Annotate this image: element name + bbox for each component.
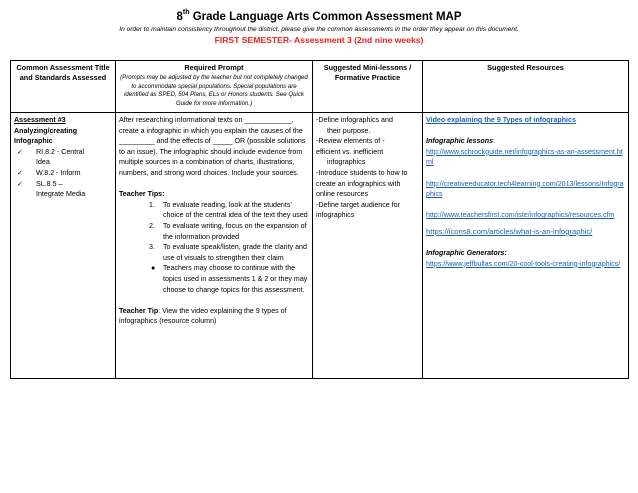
assessment-cell <box>11 113 116 379</box>
assessment-name: Analyzing/creating Infographic <box>14 126 78 146</box>
jeffbullas-link[interactable]: https://www.jeffbullas.com/20-cool-tools-creating-infographics/ <box>426 259 621 268</box>
header-resources <box>423 61 629 113</box>
mini-lessons-cell <box>313 113 423 379</box>
header-required-prompt <box>116 61 313 113</box>
icons8-link[interactable]: https://icons8.com/articles/what-is-an-infographic/ <box>426 226 593 236</box>
tip-number: 1. <box>149 200 155 209</box>
standard-text: RI.8.2 - Central Idea <box>36 147 85 167</box>
title-superscript: th <box>182 9 190 16</box>
standards-list <box>14 147 112 200</box>
page-title <box>0 10 638 23</box>
header-col2-label: Required Prompt <box>184 63 244 72</box>
title-grade-number: 8 <box>176 10 183 23</box>
mini-lesson-line: efficient vs. inefficient <box>316 147 384 156</box>
final-tip-text: : View the video explaining the 9 types of infographics (resource column) <box>119 306 287 326</box>
tip-text: Teachers may choose to continue with the topics used in assessments 1 & 2 or they may choose to change topics for this assessment. <box>163 264 308 294</box>
generators-heading: Infographic Generators: <box>426 249 507 258</box>
video-link[interactable]: Video explaining the 9 Types of infographics <box>426 116 576 124</box>
creativeeducator-link[interactable]: http://creativeeducator.tech4learning.com/2013/lessons/Infographics <box>426 179 624 199</box>
standard-text: SL.8.5 – Integrate Media <box>36 179 86 199</box>
mini-lesson-line: -Define target audience for infographics <box>316 200 400 220</box>
check-icon: ✓ <box>17 179 23 188</box>
tip-text: To evaluate writing, focus on the expansion of the information provided <box>163 221 307 241</box>
title-text: Grade Language Arts Common Assessment MAP <box>189 10 462 23</box>
teacher-tips-list <box>119 200 309 295</box>
check-icon: ✓ <box>17 147 23 156</box>
final-teacher-tip <box>119 306 309 327</box>
list-item <box>119 200 309 221</box>
lessons-heading: Infographic lessons <box>426 137 494 146</box>
schrockguide-link[interactable]: http://www.schrockguide.net/infographics-as-an-assessment.html <box>426 147 623 167</box>
list-item <box>14 147 112 168</box>
semester-heading: FIRST SEMESTER- Assessment 3 (2nd nine weeks) <box>214 35 424 45</box>
prompt-cell <box>116 113 313 379</box>
header-mini-lessons <box>313 61 423 113</box>
check-icon: ✓ <box>17 168 23 177</box>
list-item <box>119 221 309 242</box>
prompt-text: After researching informational texts on ____________, create a infographic in which you explain the causes of the _________ and the effects of _____ OR (possible solutions to an issue). The infographic should include evidence from multiple sources in a combination of charts, illustrations, numbers, and strong word choices. Include your sources. <box>119 116 306 177</box>
bullet-icon: ● <box>151 264 156 273</box>
mini-lesson-line: infographics <box>327 158 366 167</box>
resources-cell <box>423 113 629 379</box>
teacher-tips-heading: Teacher Tips: <box>119 190 165 199</box>
assessment-label: Assessment #3 <box>14 116 66 124</box>
mini-lesson-line: -Review elements of - <box>316 137 385 146</box>
header-col4-label: Suggested Resources <box>487 63 564 72</box>
list-item <box>119 242 309 263</box>
mini-lesson-line: their purpose. <box>327 126 371 135</box>
table-header-row <box>11 61 629 113</box>
assessment-table <box>10 60 629 379</box>
table-row <box>11 113 629 379</box>
header-col2-note: (Prompts may be adjusted by the teacher but not completely changed to accommodate special populations. Special populations are identified as SPED, 504 Plans, ELs or Honors students. See Quick Guide for more information.) <box>120 74 308 107</box>
lessons-colon: : <box>493 137 495 146</box>
mini-lesson-line: -Define infographics and <box>316 116 393 124</box>
header-assessment-title <box>11 61 116 113</box>
tip-number: 3. <box>149 243 155 252</box>
mini-lesson-line: -Introduce students to how to create an infographics with online resources <box>316 168 408 199</box>
tip-text: To evaluate speak/listen, grade the clarity and use of visuals to strengthen their claim <box>163 243 307 262</box>
tip-number: 2. <box>149 221 155 230</box>
final-tip-label: Teacher Tip <box>119 306 159 315</box>
list-item <box>14 168 112 179</box>
tip-text: To evaluate reading, look at the students’ choice of the central idea of the text they used <box>163 200 308 220</box>
teachersfirst-link[interactable]: http://www.teachersfirst.com/iste/infographics/resources.cfm <box>426 211 615 220</box>
standard-text: W.8.2 - Inform <box>36 168 81 177</box>
list-item <box>14 179 112 200</box>
page-subtitle: In order to maintain consistency throughout the district, please give the common assessments in the order they appear on this document. <box>119 26 519 33</box>
list-item <box>119 263 309 295</box>
header-col1-label: Common Assessment Title and Standards Assessed <box>16 63 110 82</box>
header-col3-label: Suggested Mini-lessons / Formative Practice <box>323 63 412 82</box>
